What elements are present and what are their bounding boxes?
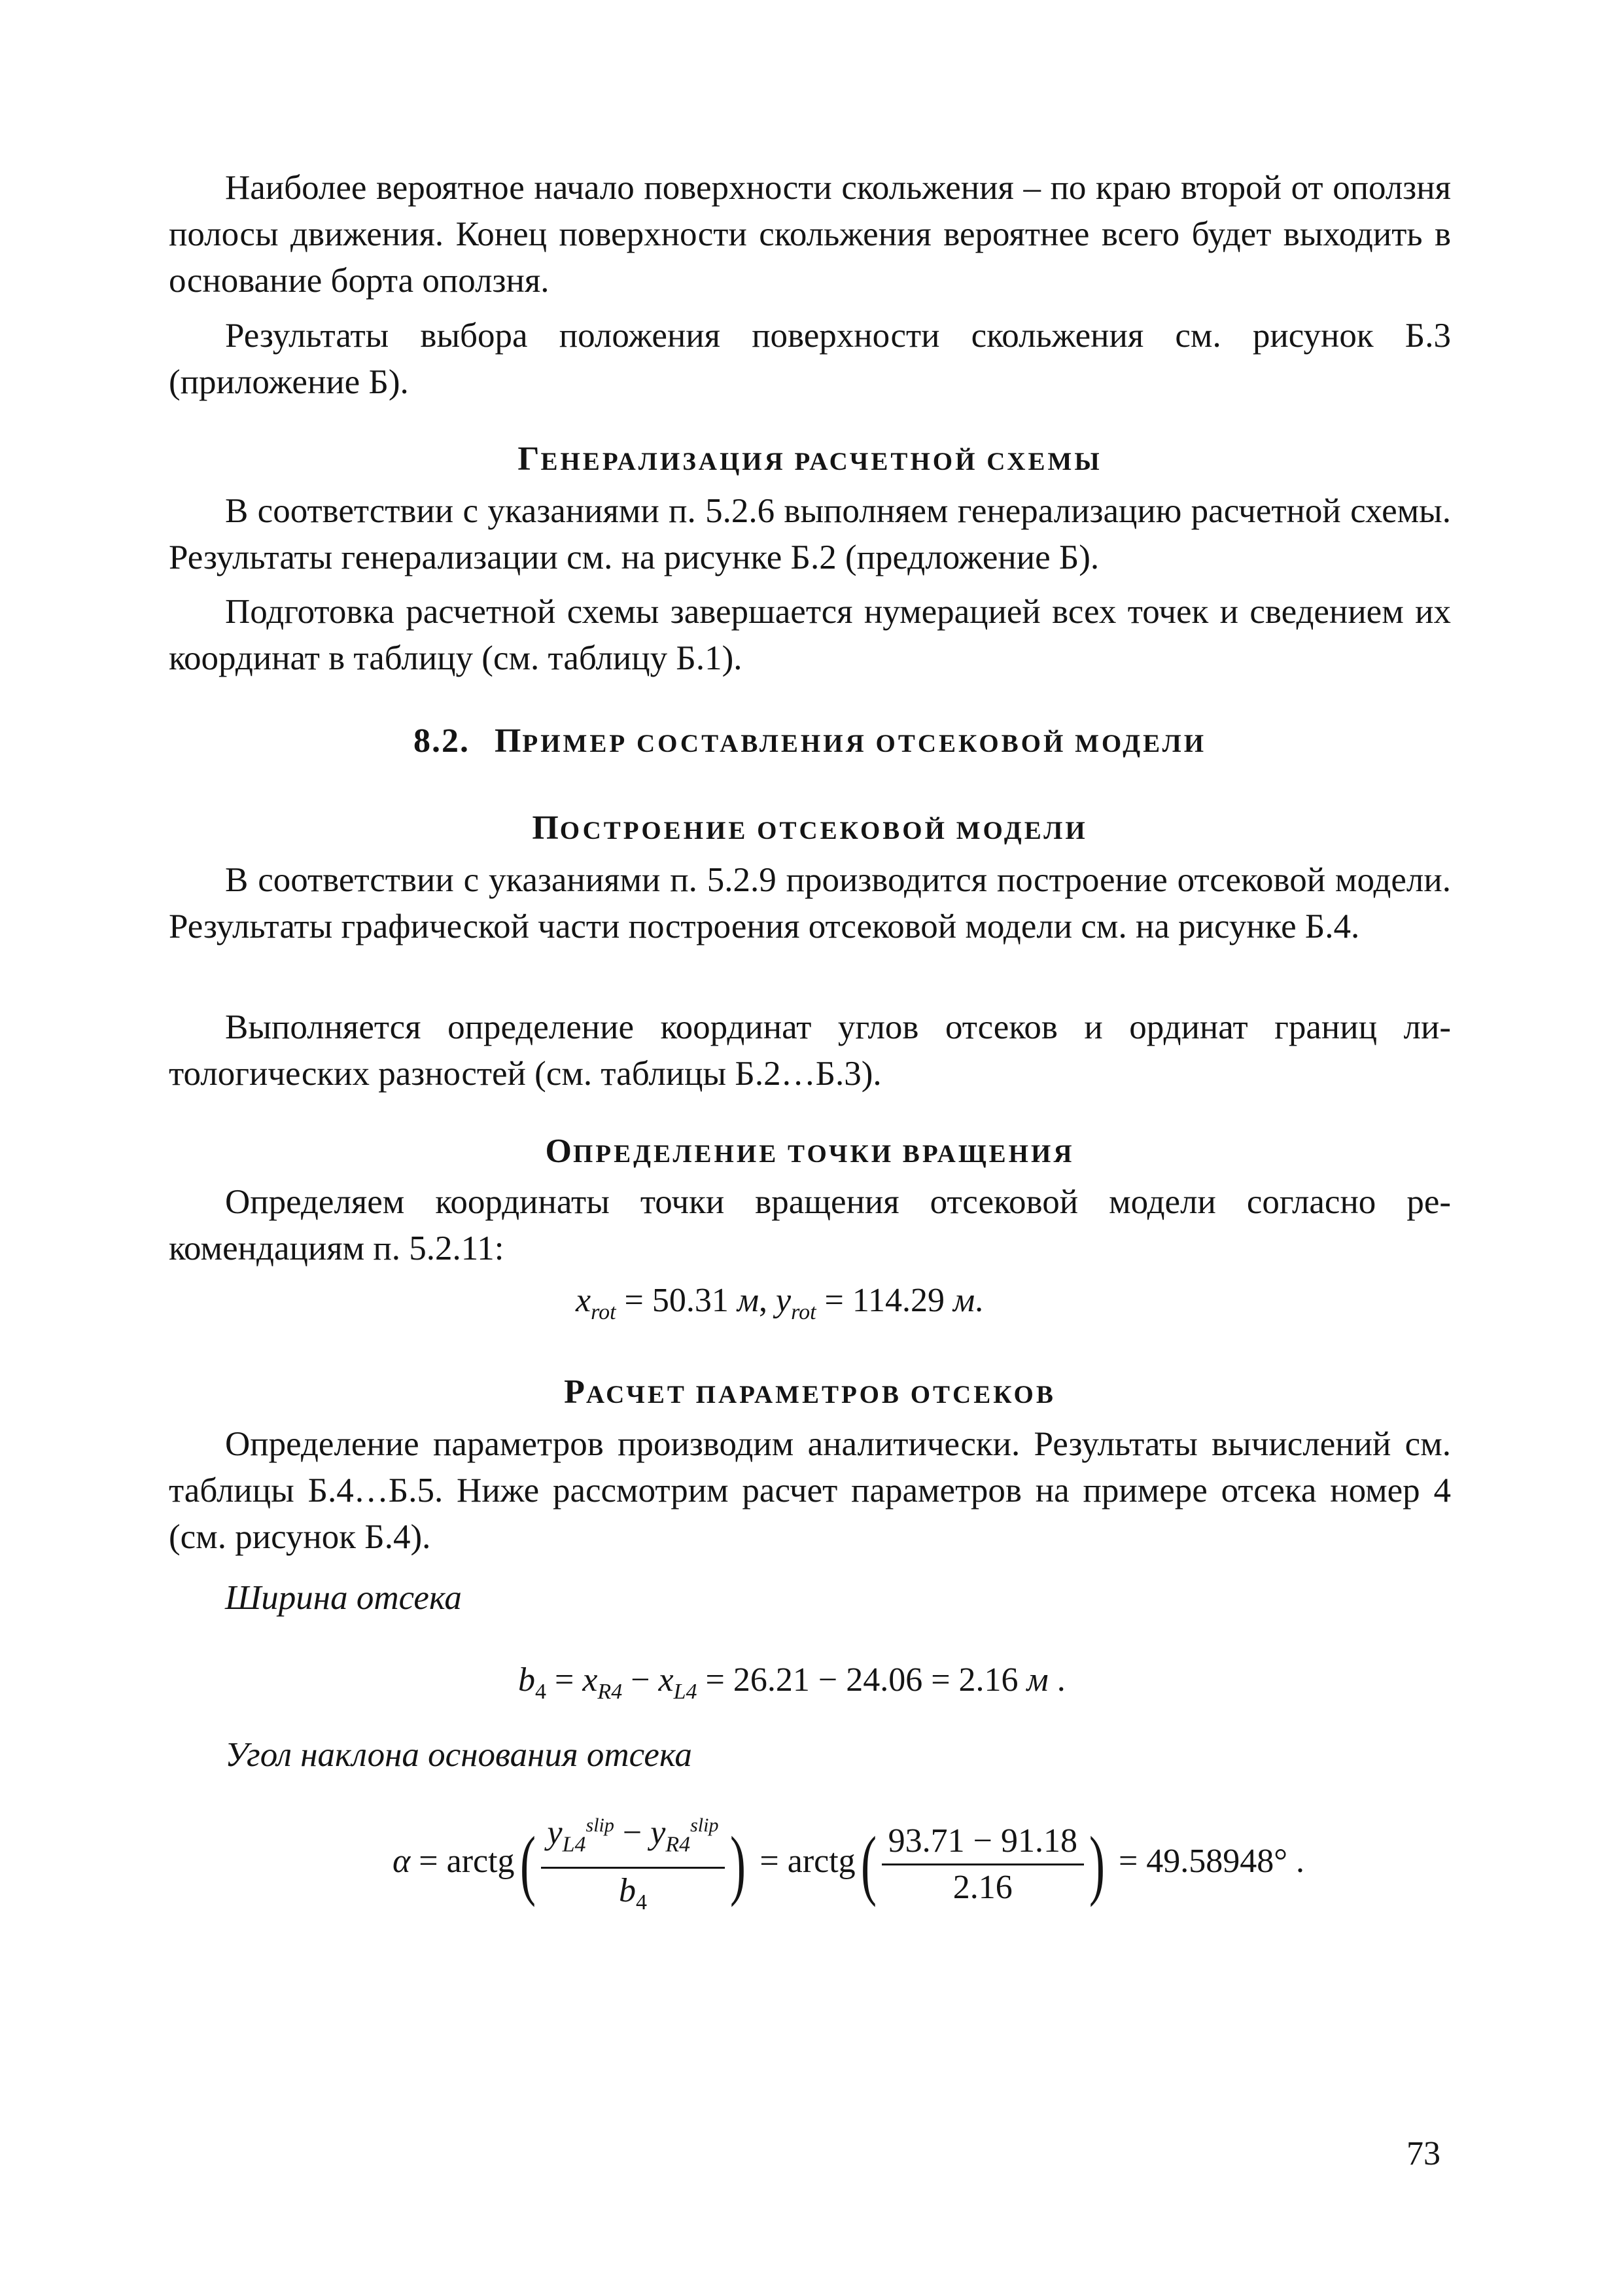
formula-rotation-point: $x_{rot} = 50.31$ м, $y_{rot} = 114.29$ м. [576,1282,984,1324]
paragraph-slip-start [169,165,1451,304]
formula-base-angle: α = arctg( $\frac{y_{L4}^{slip} - y_{R4}^{slip}}{b_4}$ ) = arctg( $\frac{93.71 - 91.18}{2.16}$ ) = 49.58948° . [393,1806,1304,1922]
body-text: Определяем координаты точки вращения отсековой модели согласно рекомендациям п. 5.2.11: [169,1183,1451,1267]
italic-label: Угол наклона основания отсека [225,1736,692,1774]
paragraph-generalization [169,488,1451,581]
fraction-numeric: $\frac{93.71 - 91.18}{2.16}$ [882,1822,1084,1907]
formula-segment-width: $b_4 = x_{R4} - x_{L4} = 26.21 - 24.06 = 2.16$ м . [518,1661,1066,1704]
body-text: Определение параметров производим аналитически. Результаты вычислений см. таблицы Б.4…Б.5. Ниже рассмотрим расчет параметров на примере отсека номер 4 (см. рисунок Б.4). [169,1425,1451,1556]
heading-generalization: ГЕНЕРАЛИЗАЦИЯ РАСЧЕТНОЙ СХЕМЫ [517,440,1102,478]
heading-rotation-point: ОПРЕДЕЛЕНИЕ ТОЧКИ ВРАЩЕНИЯ [545,1133,1075,1170]
paragraph-rotation-point [169,1179,1451,1272]
body-text: В соответствии с указаниями п. 5.2.6 выполняем генерализацию расчетной схемы. Результаты генерализации см. на рисунке Б.2 (предложение Б). [169,492,1451,576]
body-text: Наиболее вероятное начало поверхности скольжения – по краю второй от оползня полосы движения. Конец поверхности скольжения вероятнее всего будет выходить в основание борта оползня. [169,169,1451,300]
body-text: Выполняется определение координат углов отсеков и ординат границ литологических разностей (см. таблицы Б.2…Б.3). [169,1008,1451,1093]
fraction-slip-over-width: $\frac{y_{L4}^{slip} - y_{R4}^{slip}}{b_4}$ [541,1806,725,1922]
label-segment-width [169,1575,1451,1621]
body-text: В соответствии с указаниями п. 5.2.9 производится построение отсековой модели. Результаты графической части построения отсековой модели см. на рисунке Б.4. [169,861,1451,945]
paragraph-model-construction [169,857,1451,950]
heading-segment-parameters: РАСЧЕТ ПАРАМЕТРОВ ОТСЕКОВ [564,1373,1056,1411]
body-text: Подготовка расчетной схемы завершается нумерацией всех точек и сведением их координат в таблицу (см. таблицу Б.1). [169,593,1451,677]
heading-model-construction: ПОСТРОЕНИЕ ОТСЕКОВОЙ МОДЕЛИ [532,809,1088,847]
italic-label: Ширина отсека [225,1579,462,1617]
label-base-angle [169,1732,1451,1778]
paragraph-slip-results [169,313,1451,406]
paragraph-coordinates [169,1004,1451,1097]
paragraph-segment-parameters [169,1421,1451,1561]
page-number: 73 [1406,2135,1440,2172]
heading-section-8-2: 8.2. ПРИМЕР СОСТАВЛЕНИЯ ОТСЕКОВОЙ МОДЕЛИ [413,722,1207,760]
body-text: Результаты выбора положения поверхности скольжения см. рисунок Б.3 (приложение Б). [169,317,1451,401]
paragraph-numbering [169,589,1451,682]
